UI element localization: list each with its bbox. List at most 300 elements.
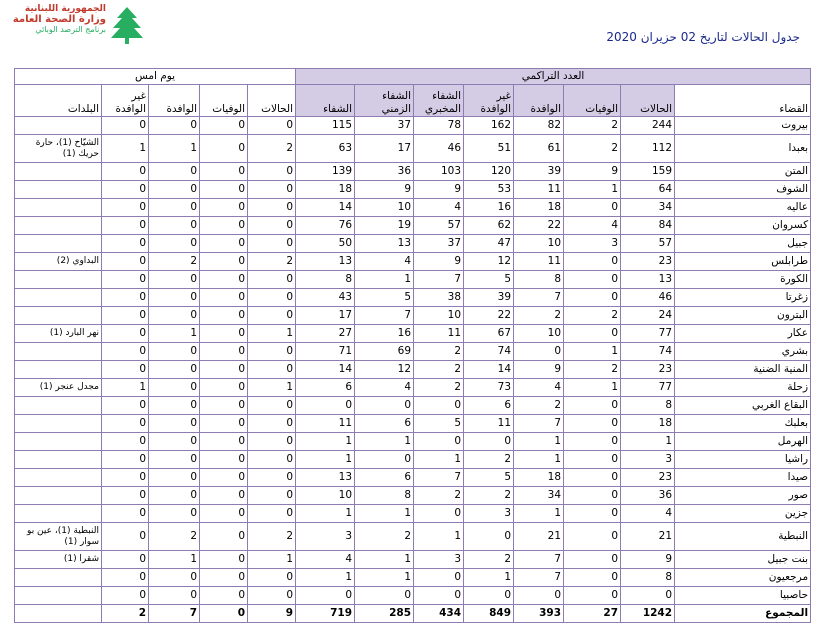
table-cell-recovered-time: 1	[355, 271, 414, 289]
table-cell-yesterday-non-imported: 0	[102, 523, 149, 551]
table-cell-recovered-lab: 57	[414, 217, 464, 235]
table-cell-recovered: 1	[296, 451, 355, 469]
table-cell-deaths: 0	[564, 487, 621, 505]
table-cell-yesterday-cases: 0	[248, 505, 296, 523]
table-cell-yesterday-imported: 1	[149, 325, 200, 343]
table-cell-non-imported: 849	[464, 605, 514, 623]
table-cell-deaths: 0	[564, 433, 621, 451]
table-cell-non-imported: 74	[464, 343, 514, 361]
table-cell-yesterday-imported: 2	[149, 523, 200, 551]
table-cell-yesterday-cases: 0	[248, 469, 296, 487]
table-cell-yesterday-cases: 0	[248, 163, 296, 181]
table-cell-district: عكار	[675, 325, 811, 343]
table-cell-yesterday-cases: 0	[248, 235, 296, 253]
table-cell-yesterday-cases: 1	[248, 325, 296, 343]
table-row	[15, 217, 811, 235]
table-cell-recovered-lab: 0	[414, 569, 464, 587]
table-row	[15, 199, 811, 217]
group-header-yesterday: يوم امس	[15, 69, 296, 85]
table-cell-district: النبطية	[675, 523, 811, 551]
table-cell-imported: 1	[514, 505, 564, 523]
table-cell-district: حاصبيا	[675, 587, 811, 605]
table-cell-yesterday-non-imported: 0	[102, 415, 149, 433]
table-cell-district: كسروان	[675, 217, 811, 235]
table-cell-district: المنية الضنية	[675, 361, 811, 379]
group-header-row	[15, 69, 811, 85]
logo-text	[6, 4, 106, 35]
table-cell-district: مرجعيون	[675, 569, 811, 587]
table-cell-non-imported: 162	[464, 117, 514, 135]
table-cell-recovered-time: 4	[355, 379, 414, 397]
table-row	[15, 235, 811, 253]
table-row	[15, 181, 811, 199]
table-cell-recovered-lab: 0	[414, 397, 464, 415]
table-cell-deaths: 0	[564, 415, 621, 433]
table-cell-yesterday-deaths: 0	[200, 397, 248, 415]
table-cell-district: صور	[675, 487, 811, 505]
table-cell-non-imported: 2	[464, 487, 514, 505]
group-header-cumulative: العدد التراكمي	[296, 69, 811, 85]
table-cell-towns	[15, 451, 102, 469]
table-cell-yesterday-deaths: 0	[200, 487, 248, 505]
table-cell-district: زغرتا	[675, 289, 811, 307]
table-cell-recovered: 27	[296, 325, 355, 343]
table-cell-deaths: 0	[564, 551, 621, 569]
table-row	[15, 117, 811, 135]
table-cell-recovered-time: 19	[355, 217, 414, 235]
table-cell-imported: 0	[514, 343, 564, 361]
table-cell-recovered-lab: 46	[414, 135, 464, 163]
table-cell-yesterday-deaths: 0	[200, 199, 248, 217]
table-cell-cases: 1	[621, 433, 675, 451]
table-cell-recovered: 0	[296, 397, 355, 415]
table-cell-yesterday-cases: 2	[248, 523, 296, 551]
table-cell-recovered-lab: 2	[414, 343, 464, 361]
table-cell-recovered-time: 0	[355, 397, 414, 415]
table-cell-deaths: 1	[564, 343, 621, 361]
table-cell-imported: 10	[514, 235, 564, 253]
table-cell-cases: 24	[621, 307, 675, 325]
col-header-recovered-lab: الشفاء المخبري	[414, 85, 464, 117]
table-cell-imported: 21	[514, 523, 564, 551]
table-cell-yesterday-deaths: 0	[200, 451, 248, 469]
table-cell-recovered-time: 2	[355, 523, 414, 551]
table-cell-yesterday-imported: 0	[149, 379, 200, 397]
table-cell-recovered: 11	[296, 415, 355, 433]
table-cell-recovered-lab: 2	[414, 361, 464, 379]
table-cell-district: عاليه	[675, 199, 811, 217]
table-row	[15, 135, 811, 163]
table-cell-district: طرابلس	[675, 253, 811, 271]
table-cell-non-imported: 39	[464, 289, 514, 307]
table-cell-recovered: 43	[296, 289, 355, 307]
table-row	[15, 253, 811, 271]
table-cell-yesterday-deaths: 0	[200, 569, 248, 587]
table-cell-yesterday-non-imported: 0	[102, 271, 149, 289]
col-header-yesterday-deaths: الوفيات	[200, 85, 248, 117]
table-cell-yesterday-cases: 2	[248, 253, 296, 271]
table-cell-yesterday-non-imported: 2	[102, 605, 149, 623]
table-cell-recovered-time: 6	[355, 415, 414, 433]
logo-line-2: وزارة الصحة العامة	[12, 14, 106, 25]
table-cell-recovered: 76	[296, 217, 355, 235]
table-cell-imported: 0	[514, 587, 564, 605]
table-cell-recovered-time: 9	[355, 181, 414, 199]
table-cell-recovered-time: 1	[355, 569, 414, 587]
table-cell-yesterday-imported: 0	[149, 361, 200, 379]
table-cell-imported: 7	[514, 415, 564, 433]
table-cell-recovered: 4	[296, 551, 355, 569]
table-cell-imported: 1	[514, 451, 564, 469]
table-cell-deaths: 27	[564, 605, 621, 623]
table-cell-recovered: 17	[296, 307, 355, 325]
table-cell-yesterday-imported: 0	[149, 181, 200, 199]
table-cell-yesterday-deaths: 0	[200, 361, 248, 379]
table-cell-imported: 22	[514, 217, 564, 235]
table-cell-deaths: 0	[564, 469, 621, 487]
table-cell-towns	[15, 469, 102, 487]
table-cell-deaths: 0	[564, 587, 621, 605]
table-cell-recovered: 115	[296, 117, 355, 135]
table-cell-deaths: 0	[564, 253, 621, 271]
table-cell-yesterday-deaths: 0	[200, 289, 248, 307]
table-cell-yesterday-non-imported: 1	[102, 135, 149, 163]
table-cell-district: الشوف	[675, 181, 811, 199]
table-cell-recovered: 13	[296, 253, 355, 271]
table-cell-recovered-time: 69	[355, 343, 414, 361]
table-cell-recovered-time: 16	[355, 325, 414, 343]
table-cell-recovered-time: 6	[355, 469, 414, 487]
col-header-yesterday-non-imported: غير الوافدة	[102, 85, 149, 117]
table-cell-imported: 7	[514, 289, 564, 307]
table-cell-yesterday-deaths: 0	[200, 325, 248, 343]
table-cell-deaths: 0	[564, 325, 621, 343]
table-cell-imported: 7	[514, 551, 564, 569]
table-cell-yesterday-cases: 1	[248, 379, 296, 397]
table-cell-deaths: 0	[564, 523, 621, 551]
table-cell-non-imported: 0	[464, 433, 514, 451]
table-cell-cases: 23	[621, 253, 675, 271]
table-cell-imported: 11	[514, 181, 564, 199]
table-cell-cases: 74	[621, 343, 675, 361]
table-cell-recovered: 13	[296, 469, 355, 487]
table-cell-recovered-lab: 4	[414, 199, 464, 217]
table-cell-yesterday-non-imported: 0	[102, 253, 149, 271]
table-cell-recovered-lab: 11	[414, 325, 464, 343]
table-cell-yesterday-non-imported: 0	[102, 587, 149, 605]
table-cell-yesterday-non-imported: 0	[102, 569, 149, 587]
table-cell-yesterday-cases: 0	[248, 271, 296, 289]
table-cell-deaths: 0	[564, 397, 621, 415]
table-row	[15, 523, 811, 551]
table-cell-yesterday-deaths: 0	[200, 181, 248, 199]
table-cell-towns	[15, 505, 102, 523]
table-cell-recovered: 14	[296, 199, 355, 217]
table-cell-towns: شقرا (1)	[15, 551, 102, 569]
table-cell-deaths: 0	[564, 451, 621, 469]
table-cell-recovered-lab: 434	[414, 605, 464, 623]
table-row	[15, 361, 811, 379]
table-cell-yesterday-non-imported: 1	[102, 379, 149, 397]
table-cell-recovered: 18	[296, 181, 355, 199]
table-cell-recovered-lab: 7	[414, 271, 464, 289]
table-cell-deaths: 2	[564, 361, 621, 379]
table-cell-cases: 8	[621, 397, 675, 415]
table-cell-towns	[15, 307, 102, 325]
table-cell-yesterday-imported: 0	[149, 469, 200, 487]
table-cell-district: بشري	[675, 343, 811, 361]
table-cell-district: زحلة	[675, 379, 811, 397]
table-cell-towns	[15, 433, 102, 451]
table-cell-recovered: 3	[296, 523, 355, 551]
table-cell-imported: 18	[514, 469, 564, 487]
table-cell-recovered: 14	[296, 361, 355, 379]
table-cell-towns	[15, 235, 102, 253]
table-cell-recovered-time: 0	[355, 587, 414, 605]
table-cell-recovered: 719	[296, 605, 355, 623]
table-cell-yesterday-imported: 0	[149, 289, 200, 307]
table-cell-deaths: 0	[564, 199, 621, 217]
table-cell-yesterday-non-imported: 0	[102, 289, 149, 307]
table-cell-recovered-lab: 2	[414, 487, 464, 505]
table-cell-yesterday-cases: 1	[248, 551, 296, 569]
table-cell-towns	[15, 397, 102, 415]
table-cell-yesterday-deaths: 0	[200, 587, 248, 605]
table-cell-recovered-lab: 7	[414, 469, 464, 487]
table-cell-non-imported: 2	[464, 551, 514, 569]
table-cell-non-imported: 22	[464, 307, 514, 325]
table-cell-towns: مجدل عنجر (1)	[15, 379, 102, 397]
table-cell-yesterday-imported: 0	[149, 487, 200, 505]
table-cell-cases: 64	[621, 181, 675, 199]
table-cell-cases: 4	[621, 505, 675, 523]
table-cell-cases: 77	[621, 379, 675, 397]
table-cell-yesterday-deaths: 0	[200, 217, 248, 235]
table-row	[15, 271, 811, 289]
table-cell-yesterday-imported: 0	[149, 343, 200, 361]
table-cell-towns	[15, 343, 102, 361]
table-cell-yesterday-cases: 0	[248, 361, 296, 379]
table-cell-towns	[15, 569, 102, 587]
table-cell-imported: 393	[514, 605, 564, 623]
table-cell-yesterday-cases: 0	[248, 569, 296, 587]
table-row	[15, 469, 811, 487]
table-cell-yesterday-deaths: 0	[200, 117, 248, 135]
table-cell-cases: 23	[621, 361, 675, 379]
table-cell-recovered-time: 8	[355, 487, 414, 505]
table-cell-yesterday-cases: 0	[248, 487, 296, 505]
table-cell-yesterday-non-imported: 0	[102, 343, 149, 361]
table-cell-district: الهرمل	[675, 433, 811, 451]
table-cell-yesterday-non-imported: 0	[102, 487, 149, 505]
table-cell-cases: 34	[621, 199, 675, 217]
table-cell-yesterday-imported: 1	[149, 551, 200, 569]
table-cell-towns: البداوي (2)	[15, 253, 102, 271]
table-cell-district: بيروت	[675, 117, 811, 135]
table-cell-deaths: 1	[564, 181, 621, 199]
table-cell-imported: 39	[514, 163, 564, 181]
ministry-logo	[6, 4, 146, 48]
table-cell-recovered-time: 0	[355, 451, 414, 469]
table-cell-imported: 2	[514, 397, 564, 415]
table-cell-yesterday-cases: 2	[248, 135, 296, 163]
table-cell-cases: 23	[621, 469, 675, 487]
table-cell-yesterday-deaths: 0	[200, 163, 248, 181]
table-cell-yesterday-non-imported: 0	[102, 199, 149, 217]
table-cell-yesterday-imported: 0	[149, 163, 200, 181]
table-cell-deaths: 0	[564, 271, 621, 289]
table-cell-deaths: 3	[564, 235, 621, 253]
table-cell-yesterday-imported: 0	[149, 199, 200, 217]
table-cell-yesterday-deaths: 0	[200, 271, 248, 289]
table-cell-non-imported: 120	[464, 163, 514, 181]
table-cell-district: بنت جبيل	[675, 551, 811, 569]
table-cell-district: البترون	[675, 307, 811, 325]
table-cell-yesterday-cases: 0	[248, 451, 296, 469]
table-body	[15, 117, 811, 623]
table-cell-cases: 112	[621, 135, 675, 163]
table-cell-cases: 46	[621, 289, 675, 307]
table-cell-non-imported: 1	[464, 569, 514, 587]
table-cell-yesterday-deaths: 0	[200, 551, 248, 569]
table-cell-recovered-time: 1	[355, 551, 414, 569]
column-header-row	[15, 85, 811, 117]
col-header-imported: الوافدة	[514, 85, 564, 117]
table-row	[15, 487, 811, 505]
table-cell-deaths: 2	[564, 307, 621, 325]
table-cell-yesterday-deaths: 0	[200, 469, 248, 487]
table-cell-yesterday-imported: 0	[149, 397, 200, 415]
table-cell-non-imported: 16	[464, 199, 514, 217]
table-cell-recovered-lab: 0	[414, 587, 464, 605]
table-cell-non-imported: 5	[464, 469, 514, 487]
table-cell-non-imported: 53	[464, 181, 514, 199]
table-cell-recovered-time: 1	[355, 505, 414, 523]
table-cell-recovered-lab: 37	[414, 235, 464, 253]
col-header-recovered: الشفاء	[296, 85, 355, 117]
table-cell-yesterday-imported: 0	[149, 433, 200, 451]
table-cell-recovered-lab: 103	[414, 163, 464, 181]
table-cell-yesterday-deaths: 0	[200, 307, 248, 325]
table-cell-yesterday-imported: 1	[149, 135, 200, 163]
table-row	[15, 343, 811, 361]
col-header-yesterday-imported: الوافدة	[149, 85, 200, 117]
table-cell-yesterday-imported: 0	[149, 271, 200, 289]
table-cell-yesterday-non-imported: 0	[102, 469, 149, 487]
table-row	[15, 569, 811, 587]
col-header-towns: البلدات	[15, 85, 102, 117]
table-cell-imported: 8	[514, 271, 564, 289]
table-cell-recovered: 10	[296, 487, 355, 505]
table-cell-yesterday-cases: 0	[248, 343, 296, 361]
table-cell-yesterday-imported: 0	[149, 451, 200, 469]
table-cell-recovered: 1	[296, 505, 355, 523]
table-cell-imported: 4	[514, 379, 564, 397]
table-row	[15, 289, 811, 307]
table-row	[15, 163, 811, 181]
table-cell-district: بعلبك	[675, 415, 811, 433]
table-cell-yesterday-cases: 0	[248, 433, 296, 451]
table-cell-recovered: 71	[296, 343, 355, 361]
table-cell-yesterday-non-imported: 0	[102, 217, 149, 235]
table-cell-yesterday-deaths: 0	[200, 253, 248, 271]
table-cell-recovered-time: 12	[355, 361, 414, 379]
table-cell-non-imported: 5	[464, 271, 514, 289]
table-cell-cases: 159	[621, 163, 675, 181]
table-cell-yesterday-cases: 0	[248, 217, 296, 235]
table-cell-recovered-lab: 5	[414, 415, 464, 433]
table-cell-non-imported: 51	[464, 135, 514, 163]
table-cell-cases: 244	[621, 117, 675, 135]
table-cell-yesterday-non-imported: 0	[102, 551, 149, 569]
table-cell-cases: 13	[621, 271, 675, 289]
table-cell-yesterday-imported: 7	[149, 605, 200, 623]
table-cell-yesterday-cases: 0	[248, 289, 296, 307]
table-total-row	[15, 605, 811, 623]
table-cell-yesterday-deaths: 0	[200, 505, 248, 523]
table-cell-yesterday-cases: 9	[248, 605, 296, 623]
table-cell-imported: 18	[514, 199, 564, 217]
table-row	[15, 505, 811, 523]
table-row	[15, 379, 811, 397]
table-cell-yesterday-non-imported: 0	[102, 451, 149, 469]
table-cell-non-imported: 2	[464, 451, 514, 469]
table-cell-recovered-time: 17	[355, 135, 414, 163]
table-cell-recovered-time: 4	[355, 253, 414, 271]
table-cell-yesterday-deaths: 0	[200, 415, 248, 433]
table-cell-yesterday-cases: 0	[248, 587, 296, 605]
table-cell-yesterday-non-imported: 0	[102, 117, 149, 135]
table-cell-recovered-lab: 10	[414, 307, 464, 325]
table-cell-yesterday-deaths: 0	[200, 135, 248, 163]
table-cell-recovered: 1	[296, 569, 355, 587]
table-cell-deaths: 4	[564, 217, 621, 235]
table-cell-recovered-lab: 0	[414, 505, 464, 523]
table-cell-non-imported: 67	[464, 325, 514, 343]
table-cell-non-imported: 12	[464, 253, 514, 271]
table-cell-recovered-lab: 1	[414, 451, 464, 469]
table-cell-cases: 9	[621, 551, 675, 569]
table-cell-district: المجموع	[675, 605, 811, 623]
table-cell-yesterday-imported: 0	[149, 235, 200, 253]
table-cell-imported: 34	[514, 487, 564, 505]
table-cell-towns	[15, 217, 102, 235]
col-header-cases: الحالات	[621, 85, 675, 117]
table-cell-recovered-time: 13	[355, 235, 414, 253]
table-cell-yesterday-deaths: 0	[200, 379, 248, 397]
table-cell-district: راشيا	[675, 451, 811, 469]
col-header-deaths: الوفيات	[564, 85, 621, 117]
table-cell-yesterday-cases: 0	[248, 415, 296, 433]
logo-line-1: الجمهورية اللبنانية	[24, 4, 106, 14]
table-cell-recovered-lab: 1	[414, 523, 464, 551]
table-cell-yesterday-non-imported: 0	[102, 433, 149, 451]
table-cell-yesterday-cases: 0	[248, 117, 296, 135]
table-cell-yesterday-imported: 0	[149, 505, 200, 523]
table-cell-recovered-time: 37	[355, 117, 414, 135]
table-cell-cases: 77	[621, 325, 675, 343]
table-cell-recovered-lab: 9	[414, 253, 464, 271]
table-cell-cases: 3	[621, 451, 675, 469]
table-row	[15, 551, 811, 569]
table-cell-towns: نهر البارد (1)	[15, 325, 102, 343]
table-cell-towns	[15, 361, 102, 379]
table-cell-recovered-time: 36	[355, 163, 414, 181]
table-cell-district: الكورة	[675, 271, 811, 289]
table-cell-towns	[15, 199, 102, 217]
table-cell-deaths: 9	[564, 163, 621, 181]
table-cell-recovered-time: 1	[355, 433, 414, 451]
